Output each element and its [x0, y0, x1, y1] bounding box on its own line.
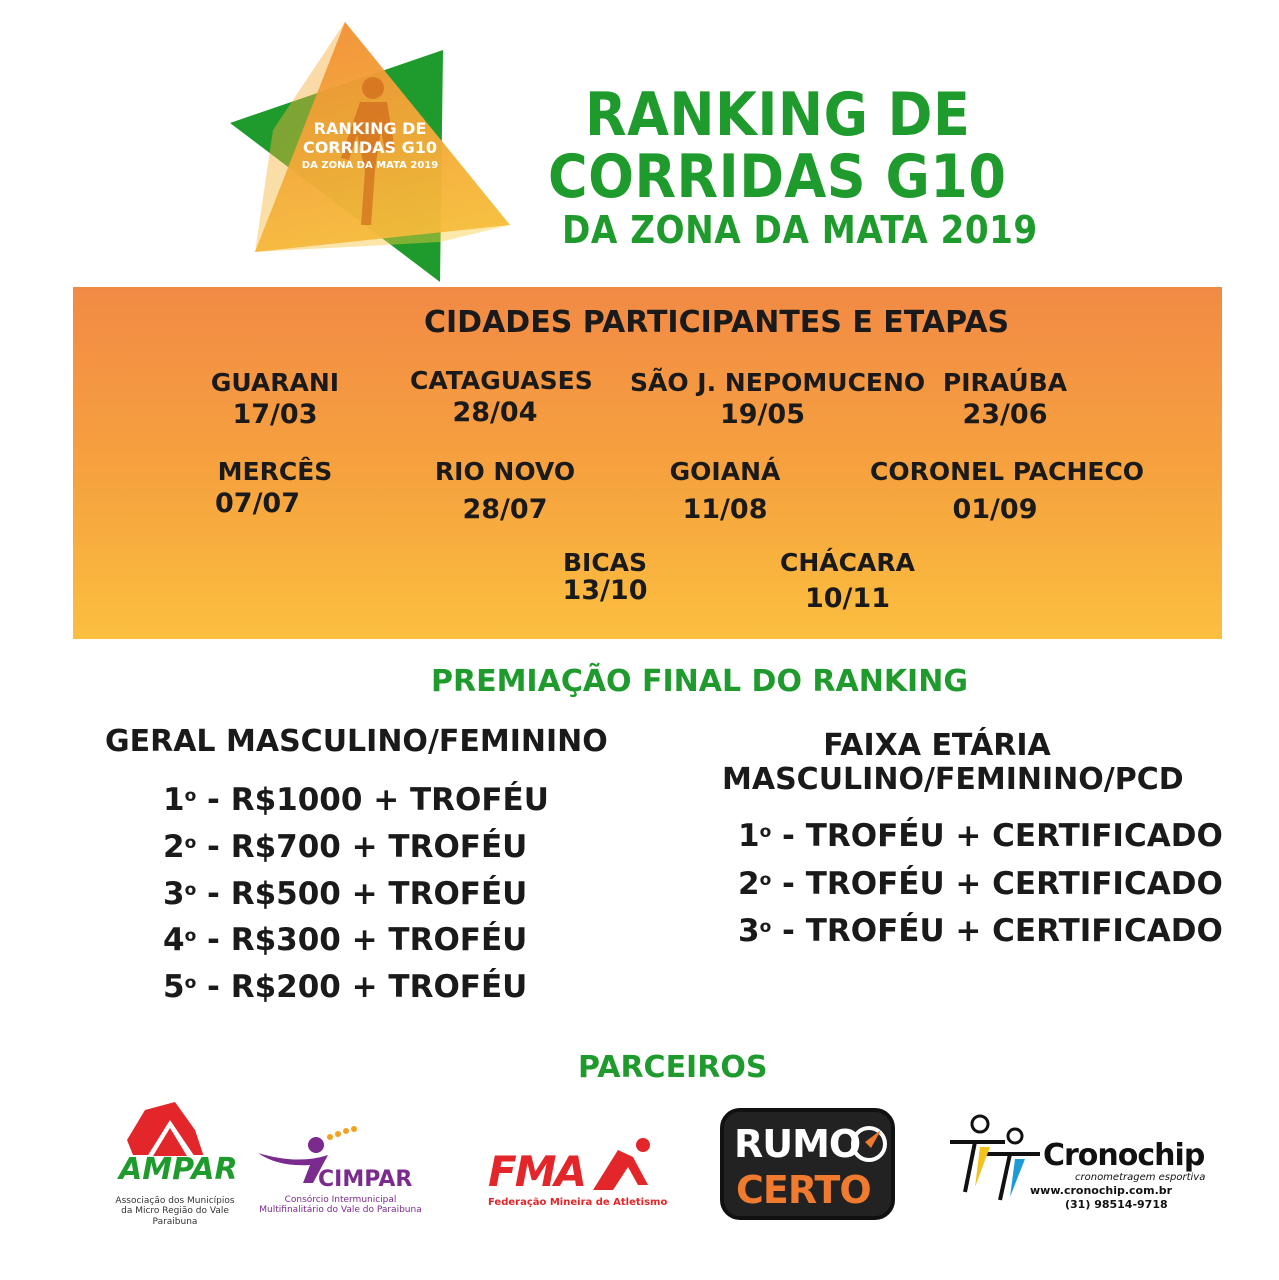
stage-item — [190, 368, 360, 430]
stage-date: 28/07 — [462, 494, 548, 525]
stage-item — [535, 548, 675, 606]
stage-city: SÃO J. NEPOMUCENO — [630, 368, 926, 397]
stage-date: 13/10 — [562, 575, 648, 606]
partner-ampar — [105, 1100, 238, 1227]
prize-line: 2$^o$ - R$700 + TROFÉU — [163, 829, 528, 865]
cimpar-caption-line1: Consórcio Intermunicipal — [284, 1195, 397, 1205]
stage-date: 28/04 — [452, 397, 538, 428]
stage-city: BICAS — [562, 548, 648, 577]
logo-text-line2: CORRIDAS G10 — [302, 138, 438, 157]
logo-text-line3: DA ZONA DA MATA 2019 — [301, 160, 439, 171]
title-line3: DA ZONA DA MATA 2019 — [562, 208, 1038, 252]
stage-item — [425, 457, 585, 525]
stage-date: 07/07 — [215, 488, 301, 519]
cronochip-phone: (31) 98514-9718 — [1065, 1198, 1168, 1211]
ampar-caption-line2: da Micro Região do Vale Paraibuna — [121, 1206, 229, 1227]
age-prize-list — [738, 818, 1223, 960]
prize-line: 3$^o$ - TROFÉU + CERTIFICADO — [738, 913, 1223, 949]
stage-date: 01/09 — [952, 494, 1038, 525]
partner-rumo-certo — [720, 1108, 895, 1220]
age-prizes-heading-line2: MASCULINO/FEMININO/PCD — [722, 762, 1184, 797]
stage-item — [630, 368, 926, 430]
fma-logo-text: FMA — [488, 1147, 585, 1196]
prize-line: 5$^o$ - R$200 + TROFÉU — [163, 969, 528, 1005]
title-line2: CORRIDAS G10 — [548, 142, 1007, 212]
prize-line: 1$^o$ - R$1000 + TROFÉU — [163, 782, 549, 818]
stage-item — [775, 548, 920, 614]
stage-city: CATAGUASES — [410, 366, 593, 395]
stage-item — [650, 457, 800, 525]
rumo-logo-line2: CERTO — [736, 1168, 871, 1212]
ampar-caption-line1: Associação dos Municípios — [115, 1196, 235, 1206]
partner-cronochip — [945, 1112, 1250, 1217]
prize-line: 3$^o$ - R$500 + TROFÉU — [163, 876, 528, 912]
stage-date: 10/11 — [804, 583, 890, 614]
logo-text-line1: RANKING DE — [313, 119, 427, 138]
partner-fma — [488, 1135, 668, 1215]
compass-arrow-icon — [849, 1124, 889, 1164]
cronochip-logo-text: Cronochip — [1043, 1138, 1205, 1173]
stage-city: CORONEL PACHECO — [870, 457, 1145, 486]
general-prizes-heading: GERAL MASCULINO/FEMININO — [105, 724, 608, 759]
title-line1: RANKING DE — [585, 80, 971, 150]
stage-city: CHÁCARA — [780, 548, 915, 577]
cimpar-logo-text: CIMPAR — [318, 1167, 413, 1192]
partner-cimpar — [258, 1125, 423, 1220]
stage-city: GUARANI — [210, 368, 340, 397]
stage-date: 11/08 — [682, 494, 768, 525]
stage-city: GOIANÁ — [669, 457, 781, 486]
cronochip-tagline: cronometragem esportiva — [1075, 1172, 1206, 1183]
stage-item — [870, 457, 1145, 525]
ampar-logo-text: AMPAR — [119, 1152, 238, 1187]
prize-line: 2$^o$ - TROFÉU + CERTIFICADO — [738, 866, 1223, 902]
prize-line: 4$^o$ - R$300 + TROFÉU — [163, 922, 528, 958]
stage-city: MERCÊS — [217, 457, 333, 486]
cimpar-caption-line2: Multifinalitário do Vale do Paraibuna — [259, 1205, 422, 1215]
fma-caption: Federação Mineira de Atletismo — [488, 1197, 668, 1208]
stage-item — [195, 457, 355, 519]
stage-date: 17/03 — [232, 399, 318, 430]
general-prize-list — [163, 782, 549, 1016]
stage-city: PIRAÚBA — [942, 368, 1068, 397]
fma-runner-icon — [588, 1135, 658, 1195]
stage-date: 23/06 — [962, 399, 1048, 430]
stage-item — [410, 366, 593, 428]
stages-heading: CIDADES PARTICIPANTES E ETAPAS — [424, 305, 1010, 340]
prizes-heading: PREMIAÇÃO FINAL DO RANKING — [431, 664, 968, 699]
partners-heading: PARCEIROS — [578, 1050, 768, 1085]
prize-line: 1$^o$ - TROFÉU + CERTIFICADO — [738, 818, 1223, 854]
rumo-logo-line1: RUMO — [734, 1122, 861, 1166]
stage-item — [925, 368, 1085, 430]
stage-city: RIO NOVO — [434, 457, 576, 486]
stage-date: 19/05 — [719, 399, 805, 430]
age-prizes-heading-line1: FAIXA ETÁRIA — [823, 728, 1051, 763]
cronochip-site: www.cronochip.com.br — [1030, 1184, 1173, 1197]
